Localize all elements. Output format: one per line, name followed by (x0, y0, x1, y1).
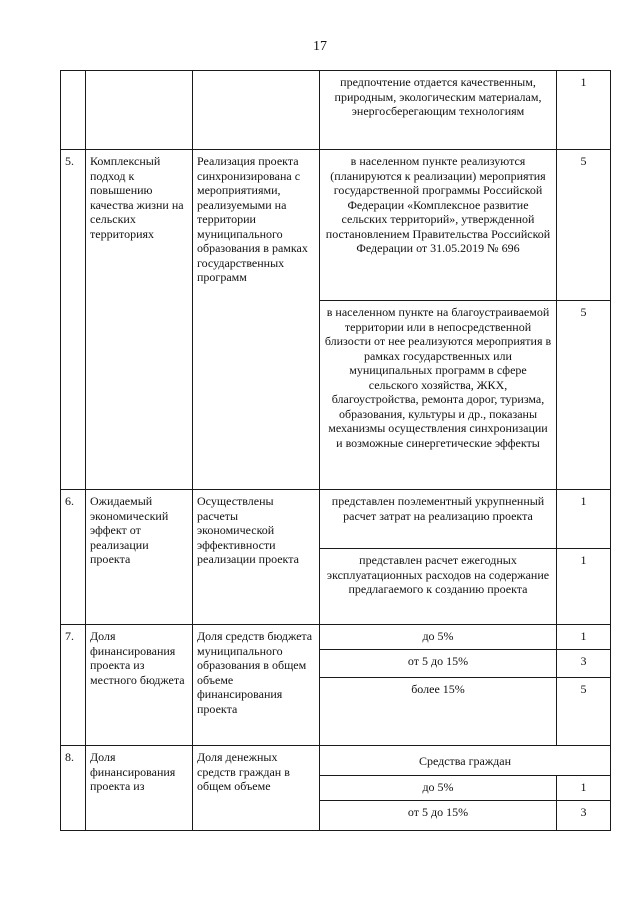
table-row (61, 746, 611, 776)
number-cell: 7. (61, 625, 86, 746)
condition-cell: от 5 до 15% (320, 801, 557, 831)
criterion-cell: Доля финансирования проекта из (86, 746, 193, 831)
condition-cell: представлен расчет ежегодных эксплуатационных расходов на содержание предлагаемого к созданию проекта (320, 549, 557, 625)
score-cell: 5 (557, 301, 611, 490)
score-cell: 1 (557, 71, 611, 150)
condition-cell: представлен поэлементный укрупненный расчет затрат на реализацию проекта (320, 490, 557, 549)
condition-cell: от 5 до 15% (320, 650, 557, 678)
criterion-cell: Ожидаемый экономический эффект от реализации проекта (86, 490, 193, 625)
criterion-cell (86, 71, 193, 150)
table-row (61, 71, 611, 150)
score-cell: 5 (557, 150, 611, 301)
indicator-cell: Осуществлены расчеты экономической эффективности реализации проекта (193, 490, 320, 625)
score-cell: 3 (557, 801, 611, 831)
subheader-cell: Средства граждан (320, 746, 611, 776)
number-cell: 6. (61, 490, 86, 625)
number-cell: 5. (61, 150, 86, 490)
indicator-cell (193, 71, 320, 150)
criteria-table (60, 70, 611, 831)
condition-cell: до 5% (320, 625, 557, 650)
page-number: 17 (313, 39, 327, 54)
condition-cell: в населенном пункте на благоустраиваемой территории или в непосредственной близости от нее реализуются мероприятия в рамках государственных или муниципальных программ в сфере сельского хозяйства, ЖКХ, благоустройства, ремонта дорог, туризма, образования, культуры и др., показаны механизмы осуществления синхронизации и возможные синергетические эффекты (320, 301, 557, 490)
table-row (61, 490, 611, 549)
criterion-cell: Доля финансирования проекта из местного бюджета (86, 625, 193, 746)
score-cell: 1 (557, 549, 611, 625)
score-cell: 1 (557, 776, 611, 801)
score-cell: 3 (557, 650, 611, 678)
condition-cell: до 5% (320, 776, 557, 801)
score-cell: 5 (557, 678, 611, 746)
indicator-cell: Доля денежных средств граждан в общем объеме (193, 746, 320, 831)
criterion-cell: Комплексный подход к повышению качества жизни на сельских территориях (86, 150, 193, 490)
table-row (61, 150, 611, 301)
condition-cell: предпочтение отдается качественным, природным, экологическим материалам, энергосберегающим технологиям (320, 71, 557, 150)
condition-cell: в населенном пункте реализуются (планируются к реализации) мероприятия государственной программы Российской Федерации «Комплексное развитие сельских территорий», утвержденной постановлением Правительства Российской Федерации от 31.05.2019 № 696 (320, 150, 557, 301)
number-cell (61, 71, 86, 150)
table-row (61, 625, 611, 650)
condition-cell: более 15% (320, 678, 557, 746)
indicator-cell: Доля средств бюджета муниципального образования в общем объеме финансирования проекта (193, 625, 320, 746)
score-cell: 1 (557, 490, 611, 549)
number-cell: 8. (61, 746, 86, 831)
score-cell: 1 (557, 625, 611, 650)
indicator-cell: Реализация проекта синхронизирована с мероприятиями, реализуемыми на территории муниципального образования в рамках государственных программ (193, 150, 320, 490)
